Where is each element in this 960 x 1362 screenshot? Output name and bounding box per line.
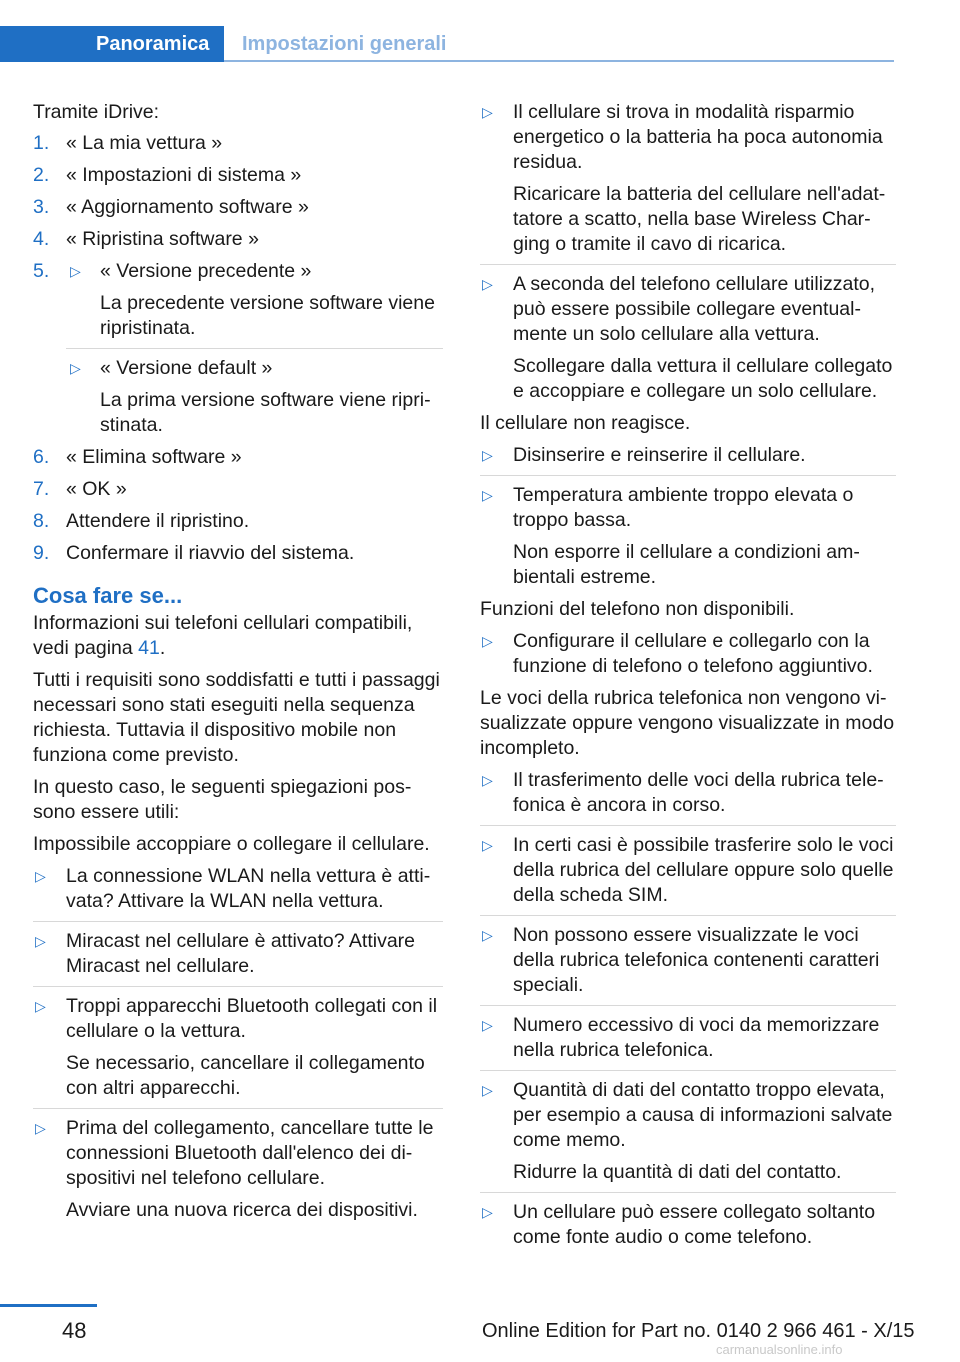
list-item-note: Ricaricare la batteria del cellulare nell'adattatore a scatto, nella base Wireless Charging o tramite il cavo di ricarica. bbox=[513, 183, 886, 255]
list-item bbox=[480, 768, 896, 818]
step-item bbox=[33, 541, 443, 566]
step-item bbox=[33, 477, 443, 502]
step-number: 7. bbox=[33, 478, 50, 500]
intro-end: . bbox=[159, 637, 166, 659]
step-sublist bbox=[66, 259, 443, 438]
list-item bbox=[480, 1013, 896, 1063]
list-item bbox=[480, 923, 896, 998]
list-item bbox=[480, 100, 896, 257]
page-link[interactable]: 41 bbox=[138, 637, 160, 659]
divider bbox=[480, 1192, 896, 1193]
watermark: carmanualsonline.info bbox=[716, 1342, 843, 1357]
problem-heading: Funzioni del telefono non disponibili. bbox=[480, 598, 795, 620]
step-number: 5. bbox=[33, 260, 50, 282]
list-item bbox=[480, 272, 896, 404]
list-item-note: Ridurre la quantità di dati del contatto. bbox=[513, 1161, 842, 1183]
divider bbox=[33, 986, 443, 987]
paragraph: Tutti i requisiti sono soddisfatti e tutti i passaggi necessari sono stati eseguiti nella sequenza richiesta. Tuttavia il dispositivo mobile non funziona come previsto. bbox=[33, 669, 440, 766]
list-item-text: Non possono essere visualizzate le voci della rubrica telefonica contenenti caratteri speciali. bbox=[513, 924, 880, 996]
triangle-right-icon: ▷ bbox=[482, 487, 493, 503]
list-item-text: Troppi apparecchi Bluetooth collegati con il cellulare o la vettura. bbox=[66, 995, 438, 1042]
list-item bbox=[480, 1200, 896, 1250]
list-item-text: Il cellulare si trova in modalità risparmio energetico o la batteria ha poca autonomia residua. bbox=[513, 101, 883, 173]
triangle-right-icon: ▷ bbox=[35, 933, 46, 949]
triangle-right-icon: ▷ bbox=[482, 1204, 493, 1220]
step-item bbox=[33, 259, 443, 438]
left-column bbox=[33, 100, 443, 1230]
sub-item-title: « Versione default » bbox=[100, 357, 273, 379]
step-text: Attendere il ripristino. bbox=[66, 510, 250, 532]
page-number: 48 bbox=[62, 1318, 87, 1343]
divider bbox=[33, 921, 443, 922]
step-number: 2. bbox=[33, 164, 50, 186]
step-text: « Elimina software » bbox=[66, 446, 242, 468]
step-item bbox=[33, 445, 443, 470]
list-item bbox=[480, 443, 896, 468]
triangle-right-icon: ▷ bbox=[482, 447, 493, 463]
step-text: « Aggiornamento software » bbox=[66, 196, 309, 218]
header-tab-panoramica[interactable]: Panoramica bbox=[0, 26, 224, 62]
step-text: « La mia vettura » bbox=[66, 132, 223, 154]
step-item bbox=[33, 163, 443, 188]
triangle-right-icon: ▷ bbox=[482, 104, 493, 120]
list-item bbox=[480, 833, 896, 908]
triangle-right-icon: ▷ bbox=[35, 1120, 46, 1136]
divider bbox=[480, 825, 896, 826]
footer-rule bbox=[0, 1304, 97, 1307]
problem-heading: Il cellulare non reagisce. bbox=[480, 412, 691, 434]
list-item-text: Temperatura ambiente troppo elevata o troppo bassa. bbox=[513, 484, 854, 531]
problem-heading: Impossibile accoppiare o collegare il cellulare. bbox=[33, 833, 430, 855]
sub-item bbox=[66, 259, 443, 341]
divider bbox=[480, 1070, 896, 1071]
step-number: 8. bbox=[33, 510, 50, 532]
triangle-right-icon: ▷ bbox=[482, 772, 493, 788]
list-item-text: A seconda del telefono cellulare utilizzato, può essere possibile collegare eventualmente un solo cellulare alla vettura. bbox=[513, 273, 876, 345]
list-item bbox=[480, 483, 896, 590]
header-rule bbox=[224, 60, 894, 62]
step-text: « Ripristina software » bbox=[66, 228, 259, 250]
triangle-right-icon: ▷ bbox=[482, 633, 493, 649]
step-number: 4. bbox=[33, 228, 50, 250]
sub-item-desc: La precedente versione software viene ripristinata. bbox=[100, 292, 435, 339]
list-item-note: Se necessario, cancellare il collegamento con altri apparecchi. bbox=[66, 1052, 425, 1099]
divider bbox=[480, 1005, 896, 1006]
step-number: 1. bbox=[33, 132, 50, 154]
list-item-text: Un cellulare può essere collegato soltanto come fonte audio o come telefono. bbox=[513, 1201, 876, 1248]
step-number: 9. bbox=[33, 542, 50, 564]
step-item bbox=[33, 131, 443, 156]
list-item-text: Disinserire e reinserire il cellulare. bbox=[513, 444, 806, 466]
list-item-text: In certi casi è possibile trasferire solo le voci della rubrica del cellulare oppure solo quelle della scheda SIM. bbox=[513, 834, 894, 906]
sub-item bbox=[66, 356, 443, 438]
step-text: « OK » bbox=[66, 478, 127, 500]
list-item bbox=[33, 1116, 443, 1223]
list-item bbox=[33, 929, 443, 979]
step-number: 6. bbox=[33, 446, 50, 468]
list-item-note: Scollegare dalla vettura il cellulare collegato e accoppiare e collegare un solo cellulare. bbox=[513, 355, 893, 402]
intro-paragraph bbox=[33, 611, 443, 661]
list-item-note: Non esporre il cellulare a condizioni ambientali estreme. bbox=[513, 541, 860, 588]
step-item bbox=[33, 509, 443, 534]
divider bbox=[33, 1108, 443, 1109]
divider bbox=[480, 264, 896, 265]
divider bbox=[480, 915, 896, 916]
list-item-text: Configurare il cellulare e collegarlo con la funzione di telefono o telefono aggiuntivo. bbox=[513, 630, 873, 677]
divider bbox=[480, 475, 896, 476]
right-column bbox=[480, 100, 896, 1257]
header-tab-section[interactable]: Impostazioni generali bbox=[242, 33, 447, 55]
sub-item-desc: La prima versione software viene ripristinata. bbox=[100, 389, 431, 436]
triangle-right-icon: ▷ bbox=[70, 263, 81, 279]
step-item bbox=[33, 227, 443, 252]
triangle-right-icon: ▷ bbox=[482, 1017, 493, 1033]
list-item-text: La connessione WLAN nella vettura è attivata? Attivare la WLAN nella vettura. bbox=[66, 865, 431, 912]
list-item-text: Miracast nel cellulare è attivato? Attivare Miracast nel cellulare. bbox=[66, 930, 416, 977]
sub-item-title: « Versione precedente » bbox=[100, 260, 312, 282]
list-item-note: Avviare una nuova ricerca dei dispositivi. bbox=[66, 1199, 418, 1221]
step-number: 3. bbox=[33, 196, 50, 218]
edition-text: Online Edition for Part no. 0140 2 966 461 - X/15 bbox=[482, 1320, 915, 1342]
triangle-right-icon: ▷ bbox=[35, 998, 46, 1014]
divider bbox=[66, 348, 443, 349]
list-item-text: Quantità di dati del contatto troppo elevata, per esempio a causa di informazioni salvate come memo. bbox=[513, 1079, 893, 1151]
list-item-text: Numero eccessivo di voci da memorizzare nella rubrica telefonica. bbox=[513, 1014, 880, 1061]
triangle-right-icon: ▷ bbox=[35, 868, 46, 884]
list-item bbox=[480, 1078, 896, 1185]
triangle-right-icon: ▷ bbox=[482, 276, 493, 292]
paragraph: In questo caso, le seguenti spiegazioni possono essere utili: bbox=[33, 776, 412, 823]
intro-text: Informazioni sui telefoni cellulari compatibili, vedi pagina bbox=[33, 612, 413, 659]
steps-lead: Tramite iDrive: bbox=[33, 101, 160, 123]
step-text: Confermare il riavvio del sistema. bbox=[66, 542, 355, 564]
section-title: Cosa fare se... bbox=[33, 583, 183, 608]
step-item bbox=[33, 195, 443, 220]
triangle-right-icon: ▷ bbox=[482, 927, 493, 943]
problem-heading: Le voci della rubrica telefonica non vengono visualizzate oppure vengono visualizzate in modo incompleto. bbox=[480, 687, 895, 759]
list-item-text: Prima del collegamento, cancellare tutte le connessioni Bluetooth dall'elenco dei dispositivi nel telefono cellulare. bbox=[66, 1117, 434, 1189]
list-item bbox=[480, 629, 896, 679]
list-item bbox=[33, 994, 443, 1101]
triangle-right-icon: ▷ bbox=[70, 360, 81, 376]
triangle-right-icon: ▷ bbox=[482, 837, 493, 853]
triangle-right-icon: ▷ bbox=[482, 1082, 493, 1098]
list-item-text: Il trasferimento delle voci della rubrica telefonica è ancora in corso. bbox=[513, 769, 884, 816]
list-item bbox=[33, 864, 443, 914]
step-text: « Impostazioni di sistema » bbox=[66, 164, 302, 186]
